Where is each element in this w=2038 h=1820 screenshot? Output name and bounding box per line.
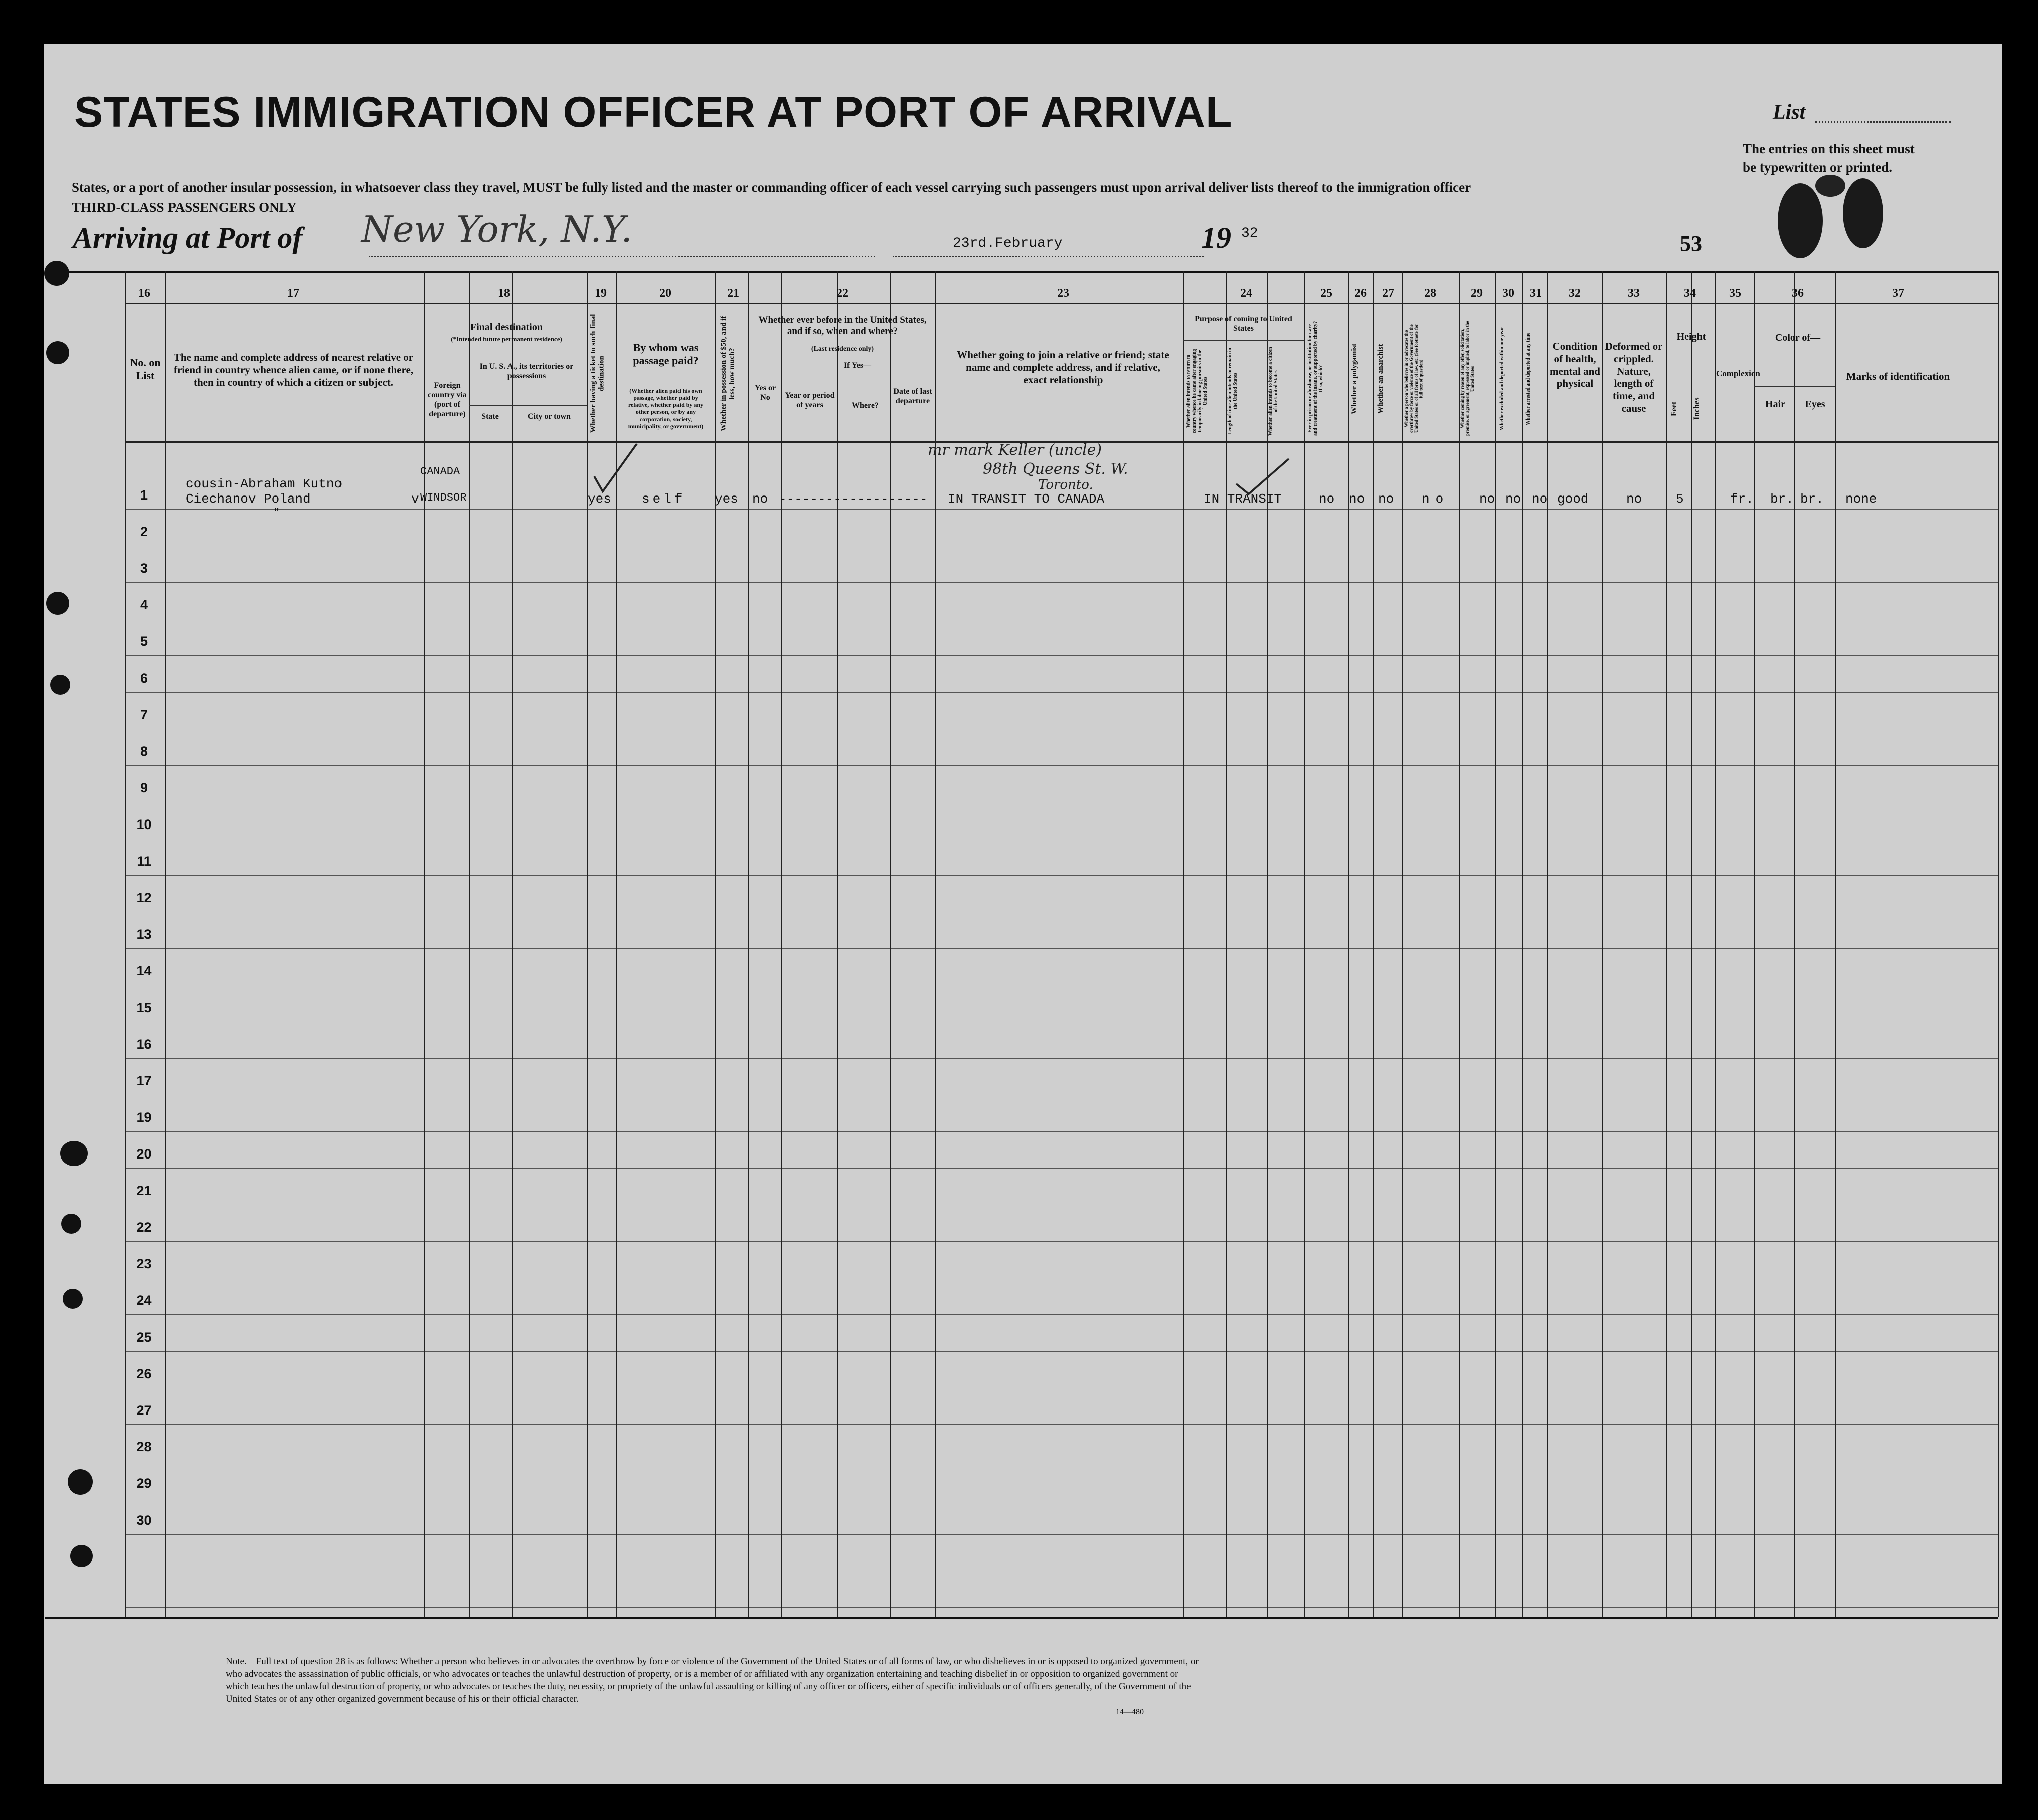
column-rule — [837, 271, 838, 1617]
column-rule — [1998, 271, 1999, 1617]
row-rule — [125, 509, 1998, 510]
usa-sub-rule — [469, 405, 587, 406]
column-rule — [1835, 271, 1836, 1617]
header-passage-paid: By whom was passage paid? — [633, 341, 699, 367]
row-rule — [125, 1058, 1998, 1059]
header-marks: Marks of identification — [1846, 370, 1950, 382]
header-city: City or town — [528, 412, 571, 421]
year-printed: 19 — [1201, 221, 1231, 254]
header-hair: Hair — [1765, 399, 1785, 410]
row-number: 17 — [136, 1073, 152, 1088]
manifest-sheet — [44, 44, 2002, 1784]
instruction-line: States, or a port of another insular possession, in whatsoever class they travel, MUST be fully listed and the master or commanding officer of each vessel carrying such passengers must upon arrival deliver lists thereof to the immigration officer — [72, 180, 1471, 195]
header-final-destination-sub: (*Intended future permanent residence) — [451, 335, 562, 343]
header-fifty-dollars: Whether in possession of $50, and if less, how much? — [720, 316, 736, 431]
row-number: 6 — [140, 671, 148, 686]
header-no-on-list: No. on List — [130, 356, 161, 382]
row-rule — [125, 1241, 1998, 1242]
table-top-rule — [45, 271, 1998, 273]
row-number: 14 — [136, 963, 152, 978]
row-number: 7 — [140, 707, 148, 722]
row-number: 19 — [136, 1110, 152, 1125]
row-number: 15 — [136, 1000, 152, 1015]
row1-dashes: ------------------- — [779, 491, 928, 507]
table-bottom-rule — [45, 1617, 1998, 1619]
row-number: 10 — [136, 817, 152, 832]
binding-hole — [46, 341, 69, 364]
binding-hole — [63, 1289, 83, 1309]
binding-hole — [44, 261, 69, 286]
header-polygamist: Whether a polygamist — [1350, 343, 1358, 414]
colnum-37: 37 — [1892, 287, 1904, 300]
colnum-17: 17 — [287, 287, 299, 300]
row-number: 2 — [140, 524, 148, 539]
header-question-28: Whether a person who believes in or advocates the overthrow by force or violence of the Government of the United States or of all forms of law, etc. (See footnote for full text of question) — [1404, 324, 1424, 433]
row1-c27: no — [1378, 491, 1394, 507]
header-purpose-return: Whether alien intends to return to country whence he came after engaging temporarily in laboring pursuits in the United States — [1186, 349, 1208, 434]
column-rule — [748, 271, 749, 1617]
row-number: 27 — [136, 1403, 152, 1418]
row1-paid-by: self — [642, 491, 686, 507]
colnum-26: 26 — [1354, 287, 1367, 300]
colnum-33: 33 — [1628, 287, 1640, 300]
column-rule — [715, 271, 716, 1617]
arrival-date: 23rd.February — [953, 236, 1063, 251]
row1-relative-line2: Ciechanov Poland — [186, 491, 311, 507]
colnum-25: 25 — [1320, 287, 1332, 300]
header-passage-paid-sub: (Whether alien paid his own passage, whether paid by relative, whether paid by any other person, or by any corporation, society, municipality, or government) — [628, 387, 704, 430]
list-fill-line — [1815, 121, 1951, 123]
column-rule — [1666, 271, 1667, 1617]
row-rule — [125, 655, 1998, 656]
column-rule — [469, 271, 470, 1617]
column-rule — [1547, 271, 1548, 1617]
row1-joining-hand-line1: mr mark Keller (uncle) — [928, 441, 1102, 459]
header-anarchist: Whether an anarchist — [1377, 344, 1385, 414]
row-number: 28 — [136, 1439, 152, 1454]
column-rule — [1691, 271, 1692, 1617]
row1-complexion: fr. — [1730, 491, 1754, 507]
purpose-check-mark — [1234, 456, 1294, 497]
row-number: 16 — [136, 1037, 152, 1052]
header-year: Year or period of years — [785, 391, 835, 409]
row-number: 4 — [140, 597, 148, 612]
row-number: 26 — [136, 1366, 152, 1381]
header-inches: Inches — [1692, 397, 1701, 420]
header-complexion: Complexion — [1716, 369, 1760, 378]
row1-foreign-port: WINDSOR — [420, 491, 467, 504]
colnum-32: 32 — [1569, 287, 1581, 300]
row-number: 25 — [136, 1330, 152, 1345]
binding-hole — [46, 592, 69, 615]
row1-hair: br. — [1770, 491, 1794, 507]
column-rule — [890, 271, 891, 1617]
row1-feet: 5 — [1676, 491, 1684, 507]
colnum-27: 27 — [1382, 287, 1394, 300]
header-purpose-citizen: Whether alien intends to become a citizen of the United States — [1268, 347, 1279, 436]
row-rule — [125, 1351, 1998, 1352]
header-feet: Feet — [1670, 401, 1678, 416]
column-rule — [781, 271, 782, 1617]
purpose-rule — [1183, 340, 1304, 341]
column-rule — [1348, 271, 1349, 1617]
colnum-23: 23 — [1057, 287, 1069, 300]
binding-hole — [60, 1141, 88, 1166]
row1-health: good — [1557, 491, 1589, 507]
column-rule — [1522, 271, 1523, 1617]
list-label: List — [1773, 101, 1806, 124]
ticket-check-mark — [592, 441, 642, 497]
page-title: STATES IMMIGRATION OFFICER AT PORT OF ARRIVAL — [74, 88, 1233, 136]
row1-ticket: yes — [588, 491, 611, 507]
class-line: THIRD-CLASS PASSENGERS ONLY — [72, 200, 297, 215]
colnum-18: 18 — [498, 287, 510, 300]
row-rule — [125, 1314, 1998, 1315]
colnum-28: 28 — [1424, 287, 1436, 300]
colnum-24: 24 — [1240, 287, 1252, 300]
column-rule — [512, 271, 513, 1617]
colnum-20: 20 — [659, 287, 671, 300]
row2-ditto-mark: " — [273, 507, 280, 519]
header-in-usa: In U. S. A., its territories or possessions — [479, 362, 574, 380]
binding-hole — [61, 1214, 81, 1234]
column-rule — [1304, 271, 1305, 1617]
row1-c26: no — [1349, 491, 1365, 507]
row-number: 29 — [136, 1476, 152, 1491]
column-rule — [1402, 271, 1403, 1617]
row-number: 9 — [140, 780, 148, 795]
colnum-35: 35 — [1729, 287, 1741, 300]
row-rule — [125, 692, 1998, 693]
header-purpose-length: Length of time alien intends to remain in the United States — [1227, 348, 1238, 435]
header-arrested: Whether arrested and deported at any time — [1525, 332, 1531, 425]
row1-c30: no — [1505, 491, 1521, 507]
header-state: State — [481, 412, 499, 421]
column-rule — [587, 271, 588, 1617]
date-fill-line — [893, 256, 1204, 257]
colnum-31: 31 — [1530, 287, 1542, 300]
row1-c31: no — [1532, 491, 1548, 507]
column-rule — [1226, 271, 1227, 1617]
row-rule — [125, 1424, 1998, 1425]
arriving-label: Arriving at Port of — [73, 221, 303, 254]
row-rule — [125, 1607, 1998, 1608]
footnote: Note.—Full text of question 28 is as follows: Whether a person who believes in or advocates the overthrow by force or violence of the Government of the United States or of all forms of law, or who disbelieves in or is opposed to organized government, or who advocates the assassination of public officials, or who advocates or teaches the unlawful destruction of property, or is a member of or affiliated with any organization entertaining and teaching disbelief in or opposition to organized government or which teaches the unlawful destruction of property, or who advocates or teaches the duty, necessity, or propriety of the unlawful assaulting or killing of any officer or officers, either of specific individuals or of officers generally, of the Government of the United States or of any other organized government because of his or their official character. — [226, 1656, 1199, 1705]
header-where: Where? — [852, 401, 879, 410]
column-rule — [1373, 271, 1374, 1617]
header-last-departure: Date of last departure — [893, 387, 932, 405]
row-rule — [125, 765, 1998, 766]
row1-c28: no — [1422, 491, 1450, 507]
header-yes-or-no: Yes or No — [754, 384, 776, 402]
header-excluded: Whether excluded and deported within one year — [1499, 327, 1505, 430]
row1-foreign-country: CANADA — [420, 465, 460, 478]
row-rule — [125, 582, 1998, 583]
header-height: Height — [1676, 331, 1706, 342]
row1-before-us: no — [752, 491, 768, 507]
row-number: 30 — [136, 1513, 152, 1528]
column-rule — [1495, 271, 1496, 1617]
row1-joining-typed: IN TRANSIT TO CANADA — [948, 491, 1105, 507]
year-typed: 32 — [1241, 226, 1258, 241]
colnum-21: 21 — [727, 287, 739, 300]
row1-marks: none — [1845, 491, 1877, 507]
colnum-30: 30 — [1502, 287, 1514, 300]
header-eyes: Eyes — [1805, 399, 1825, 410]
binding-hole — [68, 1469, 93, 1495]
row1-eyes: br. — [1800, 491, 1824, 507]
sheet-number: 53 — [1680, 231, 1702, 256]
entries-note-line2: be typewritten or printed. — [1743, 159, 1892, 175]
row1-c25: no — [1319, 491, 1335, 507]
column-rule — [1754, 271, 1755, 1617]
header-joining: Whether going to join a relative or friend; state name and complete address, and if relative, exact relationship — [957, 349, 1169, 386]
row1-relative-line1: cousin-Abraham Kutno — [186, 476, 343, 491]
row-number: 24 — [136, 1293, 152, 1308]
port-fill-line — [369, 256, 875, 257]
row1-c29: no — [1479, 491, 1495, 507]
row-number: 3 — [140, 561, 148, 576]
row1-fifty: yes — [715, 491, 738, 507]
column-rule — [1183, 271, 1184, 1617]
header-health: Condition of health, mental and physical — [1550, 340, 1600, 390]
row-rule — [125, 875, 1998, 876]
row-number: 21 — [136, 1183, 152, 1198]
row-number: 5 — [140, 634, 148, 649]
row-number: 22 — [136, 1220, 152, 1235]
color-rule — [1754, 386, 1835, 387]
ink-stamp — [1755, 166, 1906, 266]
column-number-rule — [125, 303, 1998, 304]
colnum-29: 29 — [1471, 287, 1483, 300]
row1-deformed: no — [1626, 491, 1642, 507]
header-purpose: Purpose of coming to United States — [1195, 315, 1292, 333]
row-rule — [125, 948, 1998, 949]
column-rule — [165, 271, 166, 1617]
row-rule — [125, 1168, 1998, 1169]
colnum-19: 19 — [595, 287, 607, 300]
header-if-yes: If Yes— — [843, 361, 872, 370]
header-before-in-us: Whether ever before in the United States, and if so, when and where? — [758, 315, 927, 337]
entries-note-line1: The entries on this sheet must — [1743, 141, 1915, 156]
column-rule — [1602, 271, 1603, 1617]
row1-purpose: IN TRANSIT — [1204, 491, 1282, 507]
port-handwritten: New York, N.Y. — [361, 208, 632, 250]
row-number: 13 — [136, 927, 152, 942]
header-ticket: Whether having a ticket to such final destination — [589, 314, 606, 433]
form-code: 14—480 — [1116, 1708, 1144, 1716]
binding-hole — [50, 675, 70, 695]
column-rule — [935, 271, 936, 1617]
header-foreign-country: Foreign country via (port of departure) — [428, 381, 467, 418]
row-number: 23 — [136, 1256, 152, 1271]
colnum-22: 22 — [836, 287, 848, 300]
row-rule — [125, 1131, 1998, 1132]
header-deformed: Deformed or crippled. Nature, length of time, and cause — [1605, 340, 1663, 414]
colnum-36: 36 — [1792, 287, 1804, 300]
row-number: 20 — [136, 1146, 152, 1162]
row-number: 1 — [140, 487, 148, 503]
row-number: 8 — [140, 744, 148, 759]
row-number: 11 — [137, 854, 151, 869]
header-color-of: Color of— — [1775, 332, 1821, 343]
row1-foreign-marker: v — [411, 491, 419, 507]
row-rule — [125, 1534, 1998, 1535]
row-number: 12 — [136, 890, 152, 905]
row1-joining-hand-line3: Toronto. — [1038, 477, 1093, 492]
header-relative: The name and complete address of nearest relative or friend in country whence alien came, or if none there, then in country of which a citizen or subject. — [173, 351, 414, 388]
header-final-destination: Final destination — [470, 322, 543, 333]
column-rule — [1459, 271, 1460, 1617]
header-labor-offer: Whether coming by reason of any offer, solicitation, promise, or agreement, expressed or implied, to labor in the United States — [1460, 321, 1475, 436]
header-prison: Ever in prison or almshouse, or institution for care and treatment of the insane, or supported by charity? If so, which? — [1307, 321, 1324, 436]
row1-joining-hand-line2: 98th Queens St. W. — [983, 460, 1128, 478]
column-rule — [1794, 271, 1795, 1617]
colnum-16: 16 — [138, 287, 150, 300]
binding-hole — [70, 1545, 93, 1567]
colnum-34: 34 — [1684, 287, 1696, 300]
column-rule — [1715, 271, 1716, 1617]
header-before-in-us-sub: (Last residence only) — [811, 345, 874, 353]
